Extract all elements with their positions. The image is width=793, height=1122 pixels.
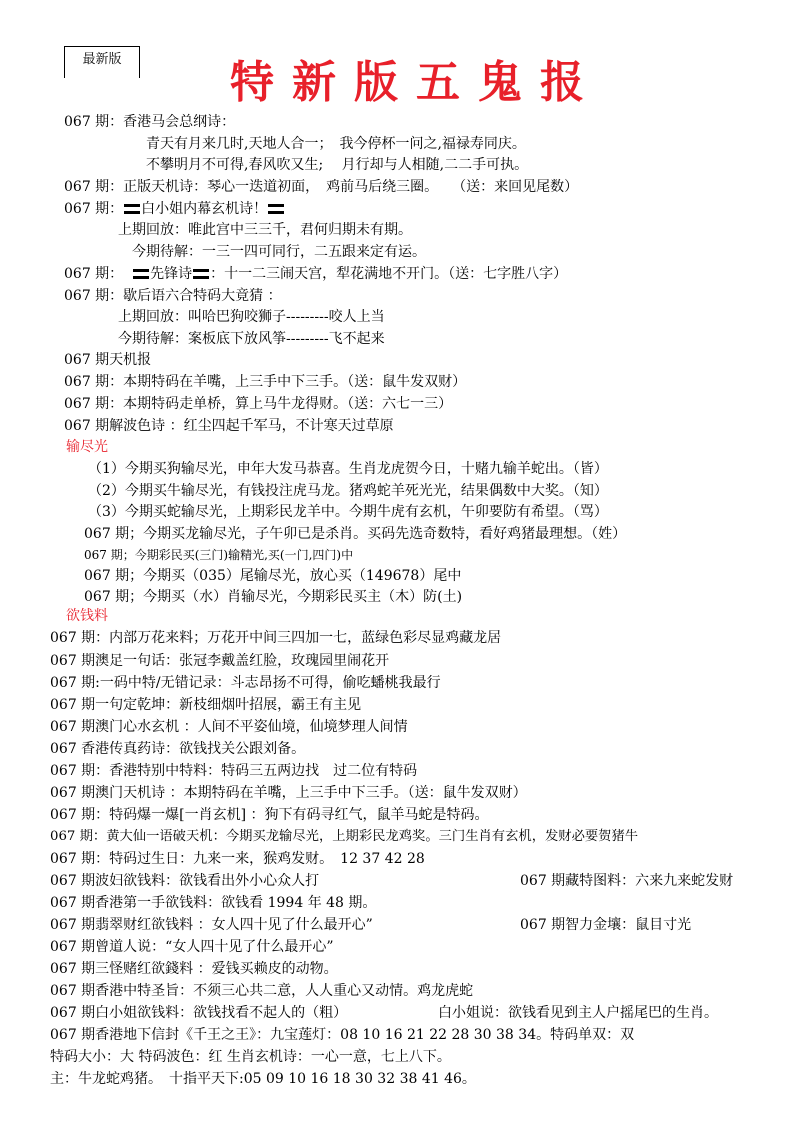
text-line: 067 期澳足一句话：张冠李戴盖红脸，玫瑰园里闹花开 bbox=[50, 653, 390, 669]
text-line: 067 期：香港特别中特料：特码三五两边找 过二位有特码 bbox=[50, 763, 418, 779]
text-line: 067 期：黄大仙一语破天机：今期买龙输尽光，上期彩民龙鸡奖。三门生肖有玄机，发财必要贺猪牛 bbox=[50, 829, 639, 844]
bar-decoration-icon bbox=[268, 204, 284, 214]
text-line bbox=[64, 199, 285, 219]
text-line: 067 期白小姐欲钱料：欲钱找看不起人的（粗） bbox=[50, 1005, 348, 1021]
latest-edition-badge: 最新版 bbox=[64, 46, 140, 78]
text-line bbox=[64, 264, 567, 284]
line-prefix: 067 期： bbox=[64, 201, 124, 217]
text-line: 067 期天机报 bbox=[64, 352, 152, 368]
text-line: （2）今期买牛输尽光，有钱投注虎马龙。猪鸡蛇羊死光光，结果偶数中大奖。（知） bbox=[88, 483, 608, 499]
text-line: 067 期一句定乾坤：新枝细烟叶招展，霸王有主见 bbox=[50, 697, 362, 713]
text-line: 067 香港传真药诗：欲钱找关公跟刘备。 bbox=[50, 741, 306, 757]
text-line: 067 期：本期特码走单桥，算上马牛龙得财。（送：六七一三） bbox=[64, 396, 453, 412]
line-prefix: 067 期： bbox=[64, 266, 124, 282]
text-line: （3）今期买蛇输尽光，上期彩民龙羊中。今期牛虎有玄机，午卯要防有希望。（骂） bbox=[88, 504, 608, 520]
text-line: 067 期；今期买龙输尽光，子午卯已是杀肖。买码先选奇数特，看好鸡猪最理想。（姓） bbox=[84, 526, 627, 542]
text-line: 白小姐说：欲钱看见到主人户摇尾巴的生肖。 bbox=[438, 1005, 718, 1021]
text-line: 上期回放：叫哈巴狗咬狮子---------咬人上当 bbox=[118, 309, 385, 325]
text-line: 067 期：特码过生日：九来一来，猴鸡发财。 12 37 42 28 bbox=[50, 851, 425, 867]
text-line: 067 期：歇后语六合特码大竟猜 ： bbox=[64, 288, 282, 304]
text-line: 067 期：香港马会总纲诗： bbox=[64, 114, 236, 130]
text-line: 067 期；今期彩民买(三门)输精光,买(一门,四门)中 bbox=[84, 548, 354, 562]
text-line: 067 期澳门天机诗 ：本期特码在羊嘴，上三手中下三手。（送：鼠牛发双财） bbox=[50, 785, 527, 801]
text-line: 067 期：内部万花来料；万花开中间三四加一七，蓝绿色彩尽显鸡藏龙居 bbox=[50, 630, 502, 646]
text-line: 067 期:一码中特/无错记录：斗志昂扬不可得，偷吃蟠桃我最行 bbox=[50, 675, 441, 691]
text-line: 067 期香港中特圣旨：不须三心共二意，人人重心又动情。鸡龙虎蛇 bbox=[50, 983, 474, 999]
text-line: 067 期智力金壤：鼠目寸光 bbox=[520, 917, 692, 933]
text-line: 067 期：特码爆一爆[一肖玄机] ：狗下有码寻红气，鼠羊马蛇是特码。 bbox=[50, 807, 489, 823]
text-line: 067 期：本期特码在羊嘴，上三手中下三手。（送：鼠牛发双财） bbox=[64, 374, 467, 390]
page-title: 特新版五鬼报 bbox=[230, 57, 602, 108]
text-line: 067 期波妇欲钱料：欲钱看出外小心众人打 bbox=[50, 873, 320, 889]
text-line: 067 期三怪赌红欲錢料 ：爱钱买赖皮的动物。 bbox=[50, 961, 338, 977]
text-line: （1）今期买狗输尽光，申年大发马恭喜。生肖龙虎贺今日，十赌九输羊蛇出。（皆） bbox=[88, 461, 608, 477]
line-text: 白小姐内幕玄机诗！ bbox=[141, 201, 268, 217]
bar-decoration-icon bbox=[124, 204, 140, 214]
text-line: 067 期藏特图料：六来九来蛇发财 bbox=[520, 873, 734, 889]
text-line: 今期待解：一三一四可同行，二五跟来定有运。 bbox=[132, 244, 426, 260]
text-line: 067 期曾道人说：“女人四十见了什么最开心” bbox=[50, 939, 334, 955]
text-line: 不攀明月不可得,春风吹又生; 月行却与人相随,二二手可执。 bbox=[146, 157, 529, 173]
line-text: 先锋诗 bbox=[150, 266, 193, 282]
text-line: 青天有月来几时,天地人合一； 我今停杯一问之,福禄寿同庆。 bbox=[146, 136, 526, 152]
section-heading: 输尽光 bbox=[66, 439, 108, 455]
section-heading: 欲钱料 bbox=[66, 608, 108, 624]
text-line: 067 期澳门心水玄机 ：人间不平姿仙境，仙境梦理人间情 bbox=[50, 719, 408, 735]
line-text: ：十一二三闹天宫，犁花满地不开门。（送：七字胜八字） bbox=[210, 266, 568, 282]
text-line: 067 期：正版天机诗：琴心一迭道初面， 鸡前马后绕三圈。 （送：来回见尾数） bbox=[64, 179, 579, 195]
text-line: 今期待解：案板底下放风筝---------飞不起来 bbox=[118, 331, 385, 347]
bar-decoration-icon bbox=[193, 269, 209, 279]
text-line: 主：牛龙蛇鸡猪。 十指平天下:05 09 10 16 18 30 32 38 41 46。 bbox=[50, 1071, 476, 1087]
text-line: 067 期香港第一手欲钱料：欲钱看 1994 年 48 期。 bbox=[50, 895, 377, 911]
bar-decoration-icon bbox=[133, 269, 149, 279]
text-line: 特码大小：大 特码波色：红 生肖玄机诗：一心一意，七上八下。 bbox=[50, 1049, 451, 1065]
text-line: 067 期解波色诗 ：红尘四起千军马，不计寒天过草原 bbox=[64, 418, 394, 434]
text-line: 上期回放：唯此宫中三三千，君何归期未有期。 bbox=[118, 222, 412, 238]
text-line: 067 期；今期买（水）肖输尽光，今期彩民买主（木）防(土) bbox=[84, 589, 463, 605]
text-line: 067 期；今期买（035）尾输尽光，放心买（149678）尾中 bbox=[84, 568, 462, 584]
text-line: 067 期翡翠财红欲钱料 ：女人四十见了什么最开心” bbox=[50, 917, 373, 933]
text-line: 067 期香港地下信封《千王之王》：九宝莲灯：08 10 16 21 22 28 30 38 34。特码单双：双 bbox=[50, 1027, 635, 1043]
